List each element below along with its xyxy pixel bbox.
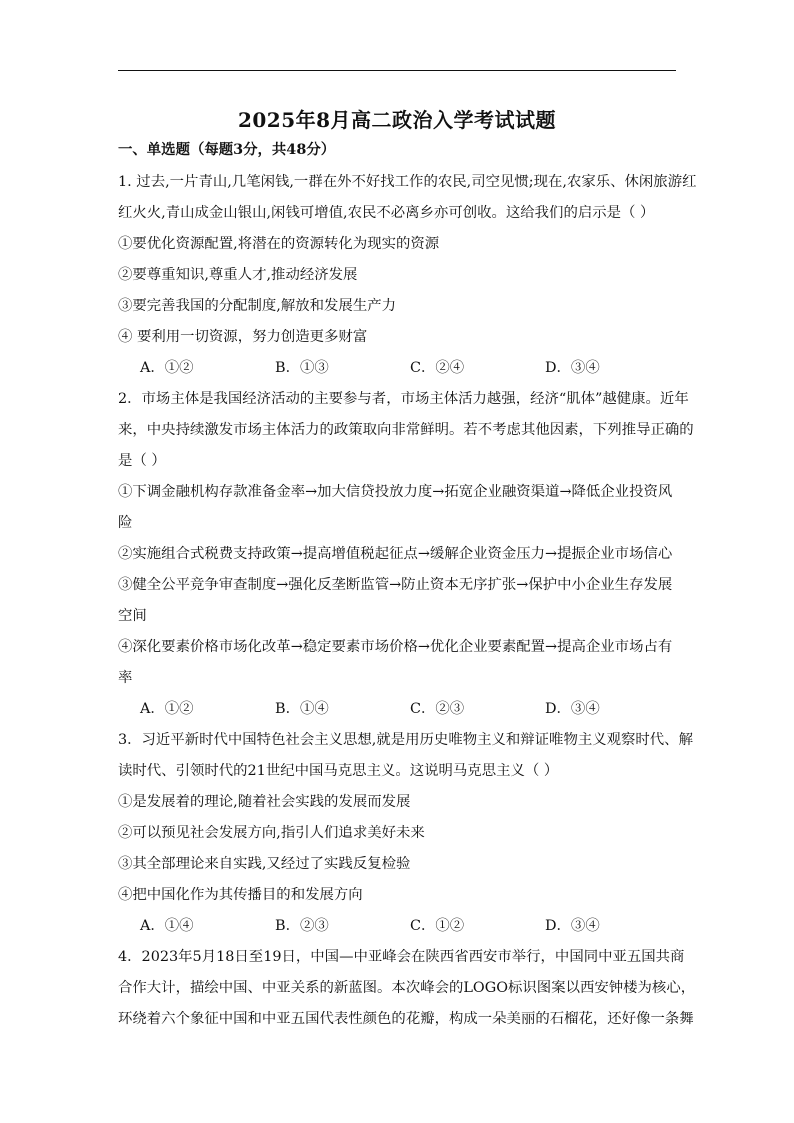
option-a[interactable]: A．①② xyxy=(140,701,194,717)
question-1-statement: ③要完善我国的分配制度,解放和发展生产力 xyxy=(118,298,396,314)
question-4-stem-line: 合作大计，描绘中国、中亚关系的新蓝图。本次峰会的LOGO标识图案以西安钟楼为核心， xyxy=(118,980,696,996)
question-3-statement: ④把中国化作为其传播目的和发展方向 xyxy=(118,887,363,903)
option-c[interactable]: C．②④ xyxy=(410,360,465,376)
question-3-statement: ③其全部理论来自实践,又经过了实践反复检验 xyxy=(118,856,411,872)
option-a[interactable]: A．①② xyxy=(140,360,194,376)
question-1-options xyxy=(118,353,680,384)
option-b[interactable]: B．②③ xyxy=(275,918,329,934)
question-2-statement: 率 xyxy=(118,670,133,686)
question-1-stem-line: 红火火,青山成金山银山,闲钱可增值,农民不必离乡亦可创收。这给我们的启示是（ ） xyxy=(118,205,655,221)
question-3-stem-line: 读时代、引领时代的21世纪中国马克思主义。这说明马克思主义（ ） xyxy=(118,763,559,779)
option-d[interactable]: D．③④ xyxy=(545,701,600,717)
question-3 xyxy=(118,725,693,942)
question-4-stem-line: 4．2023年5月18日至19日，中国—中亚峰会在陕西省西安市举行，中国同中亚五国共商 xyxy=(118,949,685,965)
question-2 xyxy=(118,384,694,725)
exam-title: 2025年8月高二政治入学考试试题 xyxy=(237,108,557,132)
question-1-stem-line: 1. 过去,一片青山,几笔闲钱,一群在外不好找工作的农民,司空见惯;现在,农家乐、休闲旅游红 xyxy=(118,174,697,190)
section-heading: 一、单选题（每题3分，共48分） xyxy=(118,141,336,158)
header-rule xyxy=(118,70,676,71)
question-3-statement: ①是发展着的理论,随着社会实践的发展而发展 xyxy=(118,794,411,810)
question-4 xyxy=(118,942,696,1035)
option-c[interactable]: C．②③ xyxy=(410,701,465,717)
question-2-statement: 险 xyxy=(118,515,133,531)
option-b[interactable]: B．①④ xyxy=(275,701,329,717)
exam-content xyxy=(118,136,697,1035)
question-2-statement: ①下调金融机构存款准备金率→加大信贷投放力度→拓宽企业融资渠道→降低企业投资风 xyxy=(118,484,673,500)
option-b[interactable]: B．①③ xyxy=(275,360,329,376)
option-d[interactable]: D．③④ xyxy=(545,360,600,376)
question-2-statement: ④深化要素价格市场化改革→稳定要素市场价格→优化企业要素配置→提高企业市场占有 xyxy=(118,639,673,655)
question-2-stem-line: 是（ ） xyxy=(118,453,166,469)
question-1-statement: ②要尊重知识,尊重人才,推动经济发展 xyxy=(118,267,358,283)
question-1 xyxy=(118,167,697,384)
question-2-statement: 空间 xyxy=(118,608,147,624)
question-2-statement: ②实施组合式税费支持政策→提高增值税起征点→缓解企业资金压力→提振企业市场信心 xyxy=(118,546,673,562)
question-2-stem-line: 来，中央持续激发市场主体活力的政策取向非常鲜明。若不考虑其他因素，下列推导正确的 xyxy=(118,422,694,438)
question-3-options xyxy=(118,911,680,942)
question-2-options xyxy=(118,694,680,725)
question-2-stem-line: 2．市场主体是我国经济活动的主要参与者，市场主体活力越强，经济“肌体”越健康。近年 xyxy=(118,391,689,407)
option-d[interactable]: D．③④ xyxy=(545,918,600,934)
question-3-stem-line: 3．习近平新时代中国特色社会主义思想,就是用历史唯物主义和辩证唯物主义观察时代、解 xyxy=(118,732,693,748)
question-1-statement: ①要优化资源配置,将潜在的资源转化为现实的资源 xyxy=(118,236,440,252)
question-1-statement: ④ 要利用一切资源，努力创造更多财富 xyxy=(118,329,368,345)
option-c[interactable]: C．①② xyxy=(410,918,465,934)
question-2-statement: ③健全公平竞争审查制度→强化反垄断监管→防止资本无序扩张→保护中小企业生存发展 xyxy=(118,577,673,593)
question-3-statement: ②可以预见社会发展方向,指引人们追求美好未来 xyxy=(118,825,425,841)
question-4-stem-line: 环绕着六个象征中国和中亚五国代表性颜色的花瓣，构成一朵美丽的石榴花，还好像一条舞 xyxy=(118,1011,694,1027)
option-a[interactable]: A．①④ xyxy=(140,918,194,934)
